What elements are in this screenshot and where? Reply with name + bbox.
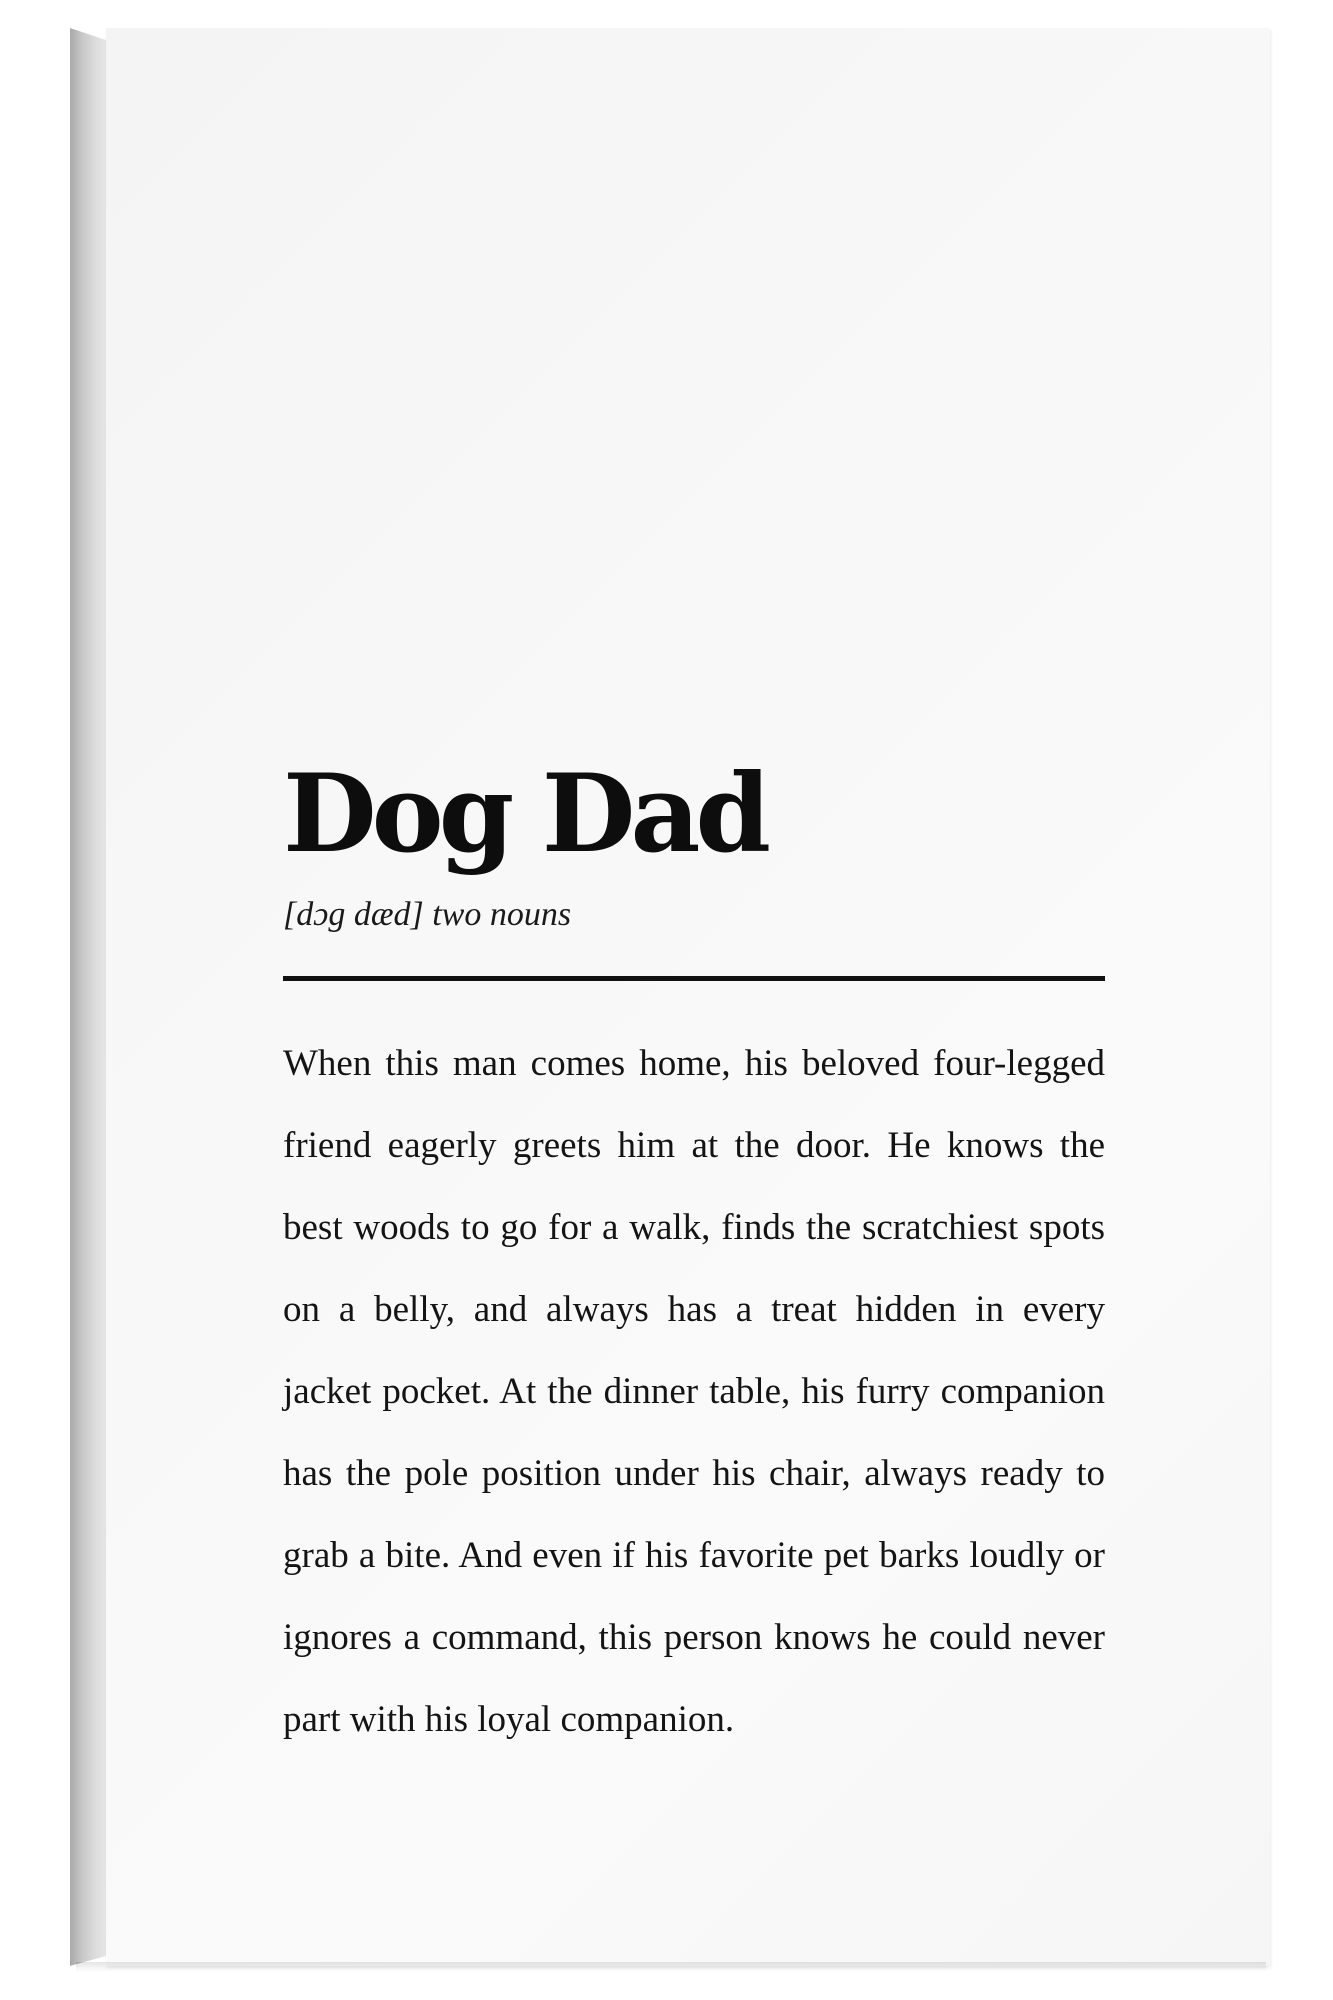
canvas-shadow	[76, 1962, 1266, 1972]
poster-title: Dog Dad	[283, 751, 766, 877]
pronunciation: [dɔg dæd] two nouns	[283, 896, 572, 933]
canvas-side-edge	[70, 28, 106, 1966]
definition-block	[283, 751, 1105, 1761]
definition-text: When this man comes home, his beloved four-legged friend eagerly greets him at the door. He knows the best woods to go for a walk, finds the scratchiest spots on a belly, and always has a treat hidden in every jacket pocket. At the dinner table, his furry companion has the pole position under his chair, always ready to grab a bite. And even if his favorite pet barks loudly or ignores a command, this person knows he could never part with his loyal companion.	[283, 1043, 1105, 1740]
divider	[283, 976, 1105, 981]
